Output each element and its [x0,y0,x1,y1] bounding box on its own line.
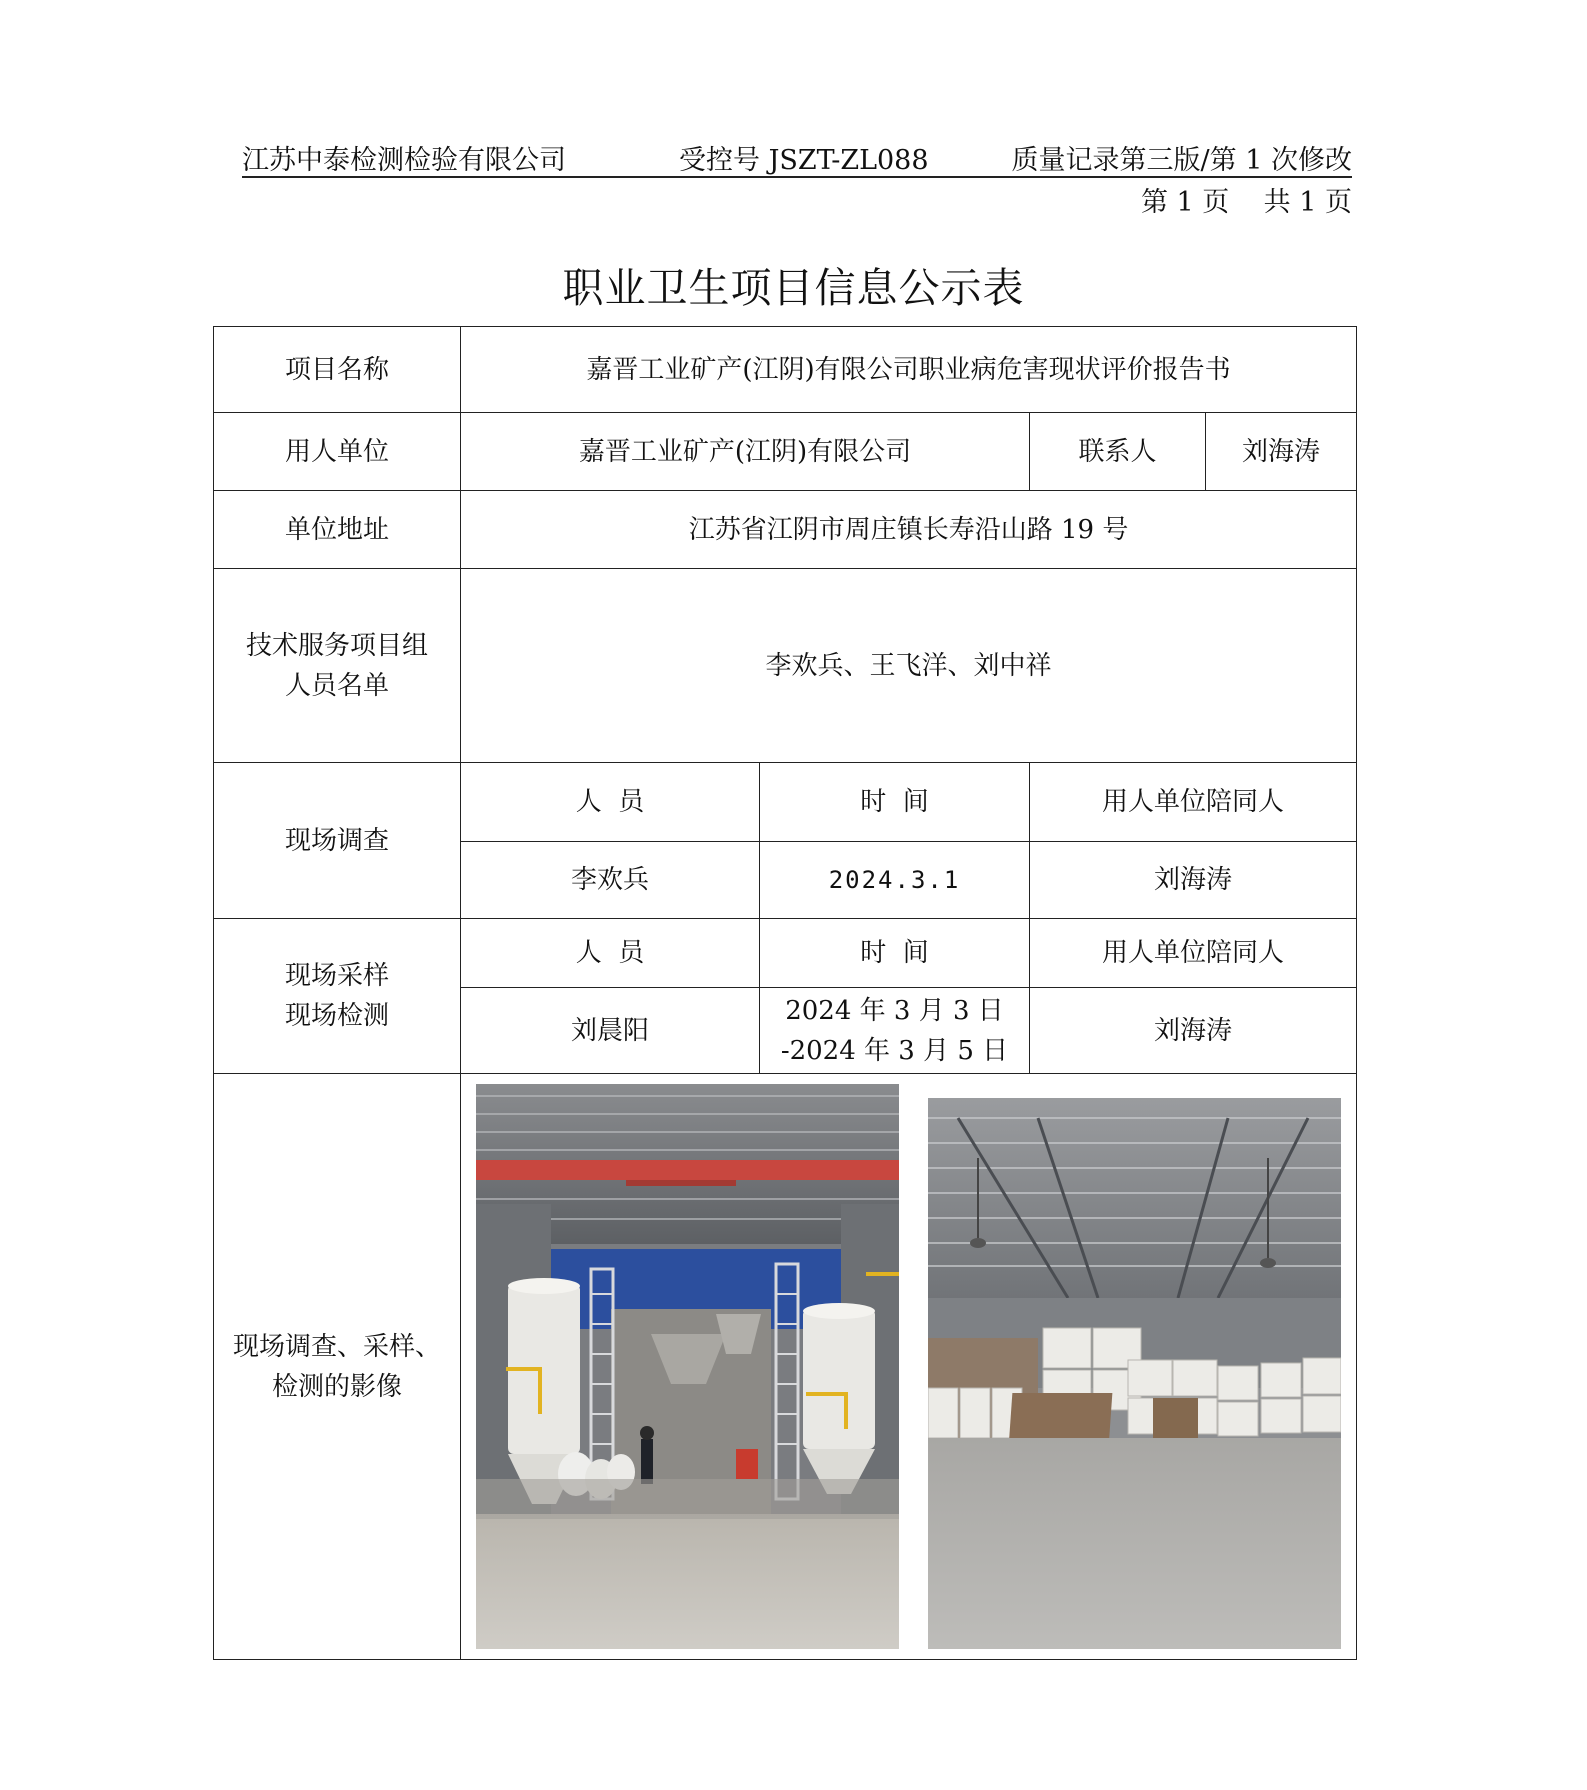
control-number: 受控号 JSZT-ZL088 [679,145,929,176]
sampling-col-person: 人 员 [461,919,760,988]
sampling-label-line1: 现场采样 [284,961,389,991]
survey-col-time: 时 间 [760,763,1030,842]
team-label-line2: 人员名单 [284,670,389,701]
row-employer [214,413,1357,491]
info-table [213,326,1357,1660]
sampling-time-start: 2024 年 3 月 3 日 [785,995,1004,1026]
employer-value: 嘉晋工业矿产(江阴)有限公司 [461,413,1030,491]
sampling-label [214,919,461,1074]
team-label [214,569,461,763]
document-header [242,132,1352,176]
sampling-col-time: 时 间 [760,919,1030,988]
address-value: 江苏省江阴市周庄镇长寿沿山路 19 号 [461,491,1357,569]
survey-escort: 刘海涛 [1030,842,1357,919]
survey-col-person: 人 员 [461,763,760,842]
survey-time: 2024.3.1 [760,842,1030,919]
document-title: 职业卫生项目信息公示表 [562,264,1025,312]
team-label-line1: 技术服务项目组 [245,630,428,661]
record-version: 质量记录第三版/第 1 次修改 [1011,145,1352,176]
survey-person: 李欢兵 [461,842,760,919]
images-cell [461,1074,1357,1660]
images-label-line2: 检测的影像 [271,1371,402,1402]
row-address [214,491,1357,569]
employer-label: 用人单位 [214,413,461,491]
sampling-col-escort: 用人单位陪同人 [1030,919,1357,988]
row-sampling-header [214,919,1357,988]
project-name-value: 嘉晋工业矿产(江阴)有限公司职业病危害现状评价报告书 [461,327,1357,413]
sampling-time-end: -2024 年 3 月 5 日 [780,1035,1009,1066]
sampling-escort: 刘海涛 [1030,988,1357,1074]
sampling-person: 刘晨阳 [461,988,760,1074]
images-label [214,1074,461,1660]
project-name-label: 项目名称 [214,327,461,413]
row-project-name [214,327,1357,413]
sampling-time [760,988,1030,1074]
sampling-label-line2: 现场检测 [284,1001,389,1031]
header-rule [242,176,1352,178]
team-value: 李欢兵、王飞洋、刘中祥 [461,569,1357,763]
contact-label: 联系人 [1030,413,1206,491]
warehouse-pallets-photo [928,1098,1341,1649]
factory-silo-photo [476,1084,899,1649]
images-label-line1: 现场调查、采样、 [232,1331,441,1362]
row-images [214,1074,1357,1660]
contact-value: 刘海涛 [1206,413,1357,491]
company-name: 江苏中泰检测检验有限公司 [242,145,566,176]
survey-label: 现场调查 [214,763,461,919]
row-team [214,569,1357,763]
address-label: 单位地址 [214,491,461,569]
survey-col-escort: 用人单位陪同人 [1030,763,1357,842]
row-survey-header [214,763,1357,842]
page-number: 第 1 页 共 1 页 [1140,187,1352,218]
